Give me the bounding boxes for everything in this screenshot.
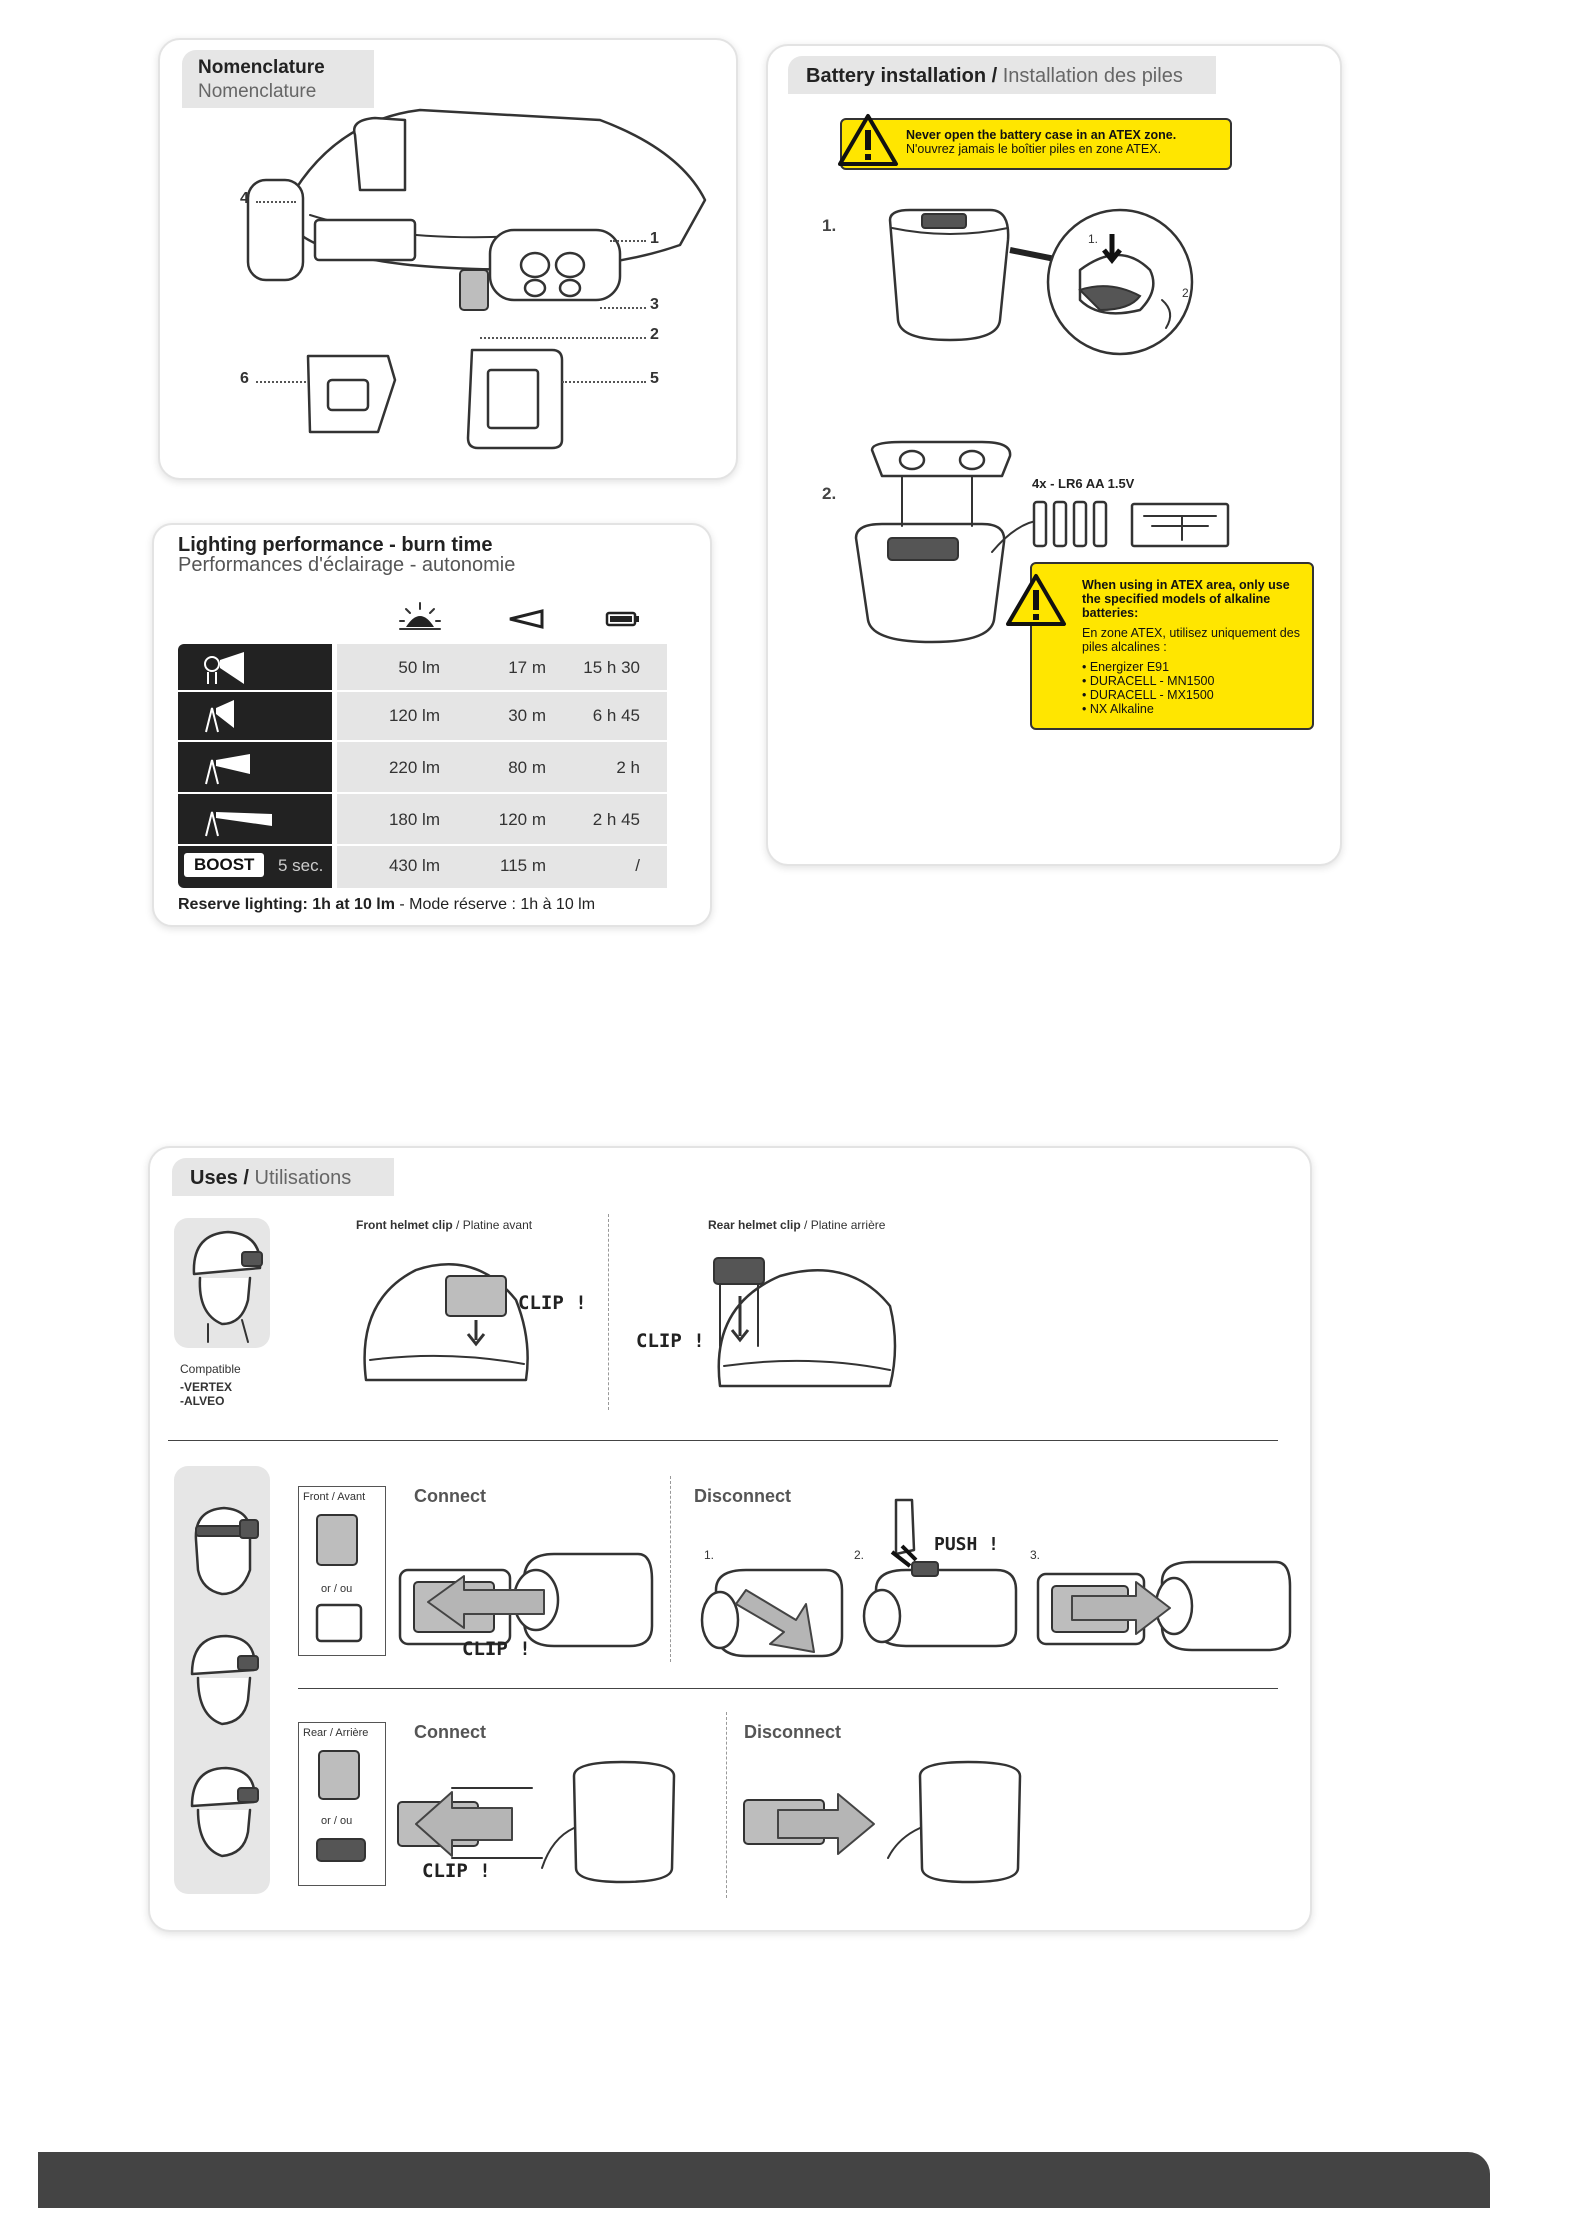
rear-mount-box <box>298 1722 386 1886</box>
warning2-text <box>1082 578 1304 716</box>
boost-lumens: 430 lm <box>388 856 440 875</box>
leader-2 <box>480 337 646 339</box>
battery-step-1: 1. <box>822 216 837 235</box>
inset-step-1: 1. <box>1088 232 1099 246</box>
leader-3 <box>600 307 646 309</box>
boost-duration: 5 sec. <box>278 856 324 875</box>
row3-lumens: 220 lm <box>388 758 440 777</box>
row2-distance: 30 m <box>508 706 546 725</box>
proximity-mode-icon <box>200 650 260 686</box>
nomenclature-panel <box>158 38 738 480</box>
row4-lumens: 180 lm <box>388 810 440 829</box>
front-helmet-clip-caption <box>356 1218 532 1232</box>
row1-time: 15 h 30 <box>583 658 640 677</box>
front-label-fr: / Avant <box>328 1491 366 1503</box>
rear-or-label: or / ou <box>321 1815 353 1827</box>
performance-title-en: Lighting performance - burn time <box>178 534 493 556</box>
compatible-label: Compatible <box>180 1362 241 1376</box>
warning-triangle-icon <box>836 112 900 168</box>
warning-triangle-icon <box>1004 572 1068 628</box>
reserve-note <box>178 896 595 914</box>
battery-model-4: • NX Alkaline <box>1082 702 1154 716</box>
uses-title-en: Uses / <box>190 1167 249 1189</box>
leader-4 <box>256 201 296 203</box>
leader-6 <box>256 381 306 383</box>
focus-mode-icon <box>200 802 280 838</box>
rear-mount-parts-icon <box>299 1723 385 1885</box>
connect-divider-rear <box>726 1712 727 1898</box>
label-6: 6 <box>240 370 249 387</box>
label-2: 2 <box>650 326 659 343</box>
compatible-alveo: -ALVEO <box>180 1394 225 1408</box>
row2-time: 6 h 45 <box>592 706 640 725</box>
footer-bar <box>38 2152 1490 2208</box>
leader-1 <box>610 240 646 242</box>
warning-atex-batteries <box>1030 562 1314 730</box>
leader-5 <box>562 381 646 383</box>
headlamp-illustration <box>160 40 736 478</box>
warning1-fr: N'ouvrez jamais le boîtier piles en zone ATEX. <box>906 142 1162 156</box>
clip-label-rear-helmet: CLIP ! <box>636 1330 705 1352</box>
row3-distance: 80 m <box>508 758 546 777</box>
front-mount-parts-icon <box>299 1487 385 1655</box>
uses-tab <box>172 1158 394 1196</box>
row4-time: 2 h 45 <box>592 810 640 829</box>
connect-divider-front <box>670 1476 671 1662</box>
warning2-fr: En zone ATEX, utilisez uniquement des piles alcalines : <box>1082 626 1300 654</box>
warning-atex-open-text <box>906 128 1176 156</box>
boost-time: / <box>635 856 640 875</box>
beam-icon <box>508 609 544 629</box>
nomenclature-title-fr: Nomenclature <box>198 81 317 102</box>
disconnect-step-1: 1. <box>704 1548 715 1562</box>
disconnect-step3-illustration <box>1032 1552 1292 1662</box>
sun-icon <box>400 603 440 633</box>
rear-helmet-clip-illustration <box>700 1236 900 1406</box>
head-front-icon <box>182 1500 262 1600</box>
label-1: 1 <box>650 230 659 247</box>
label-5: 5 <box>650 370 659 387</box>
disconnect-rear-heading: Disconnect <box>744 1722 842 1742</box>
front-mount-box <box>298 1486 386 1656</box>
disconnect-rear-illustration <box>738 1758 1038 1888</box>
disconnect-front-heading: Disconnect <box>694 1486 792 1506</box>
uses-title-fr: Utilisations <box>248 1167 352 1189</box>
front-helmet-en: Front helmet clip <box>356 1218 453 1232</box>
rear-label-fr: / Arrière <box>326 1727 369 1739</box>
row1-distance: 17 m <box>508 658 546 677</box>
head-front-helmet-icon <box>182 1630 262 1730</box>
disconnect-step1-illustration <box>696 1560 846 1670</box>
reserve-note-rest: - Mode réserve : 1h à 10 lm <box>394 896 596 913</box>
front-or-label: or / ou <box>321 1583 353 1595</box>
head-rear-icon <box>182 1762 262 1862</box>
clip-label-front-helmet: CLIP ! <box>518 1292 587 1314</box>
disconnect-step-2: 2. <box>854 1548 865 1562</box>
row3-time: 2 h <box>616 758 640 777</box>
boost-distance: 115 m <box>500 856 546 875</box>
rear-helmet-fr: / Platine arrière <box>800 1218 886 1232</box>
battery-model-3: • DURACELL - MX1500 <box>1082 688 1214 702</box>
battery-model-1: • Energizer E91 <box>1082 660 1170 674</box>
push-label: PUSH ! <box>934 1534 1000 1555</box>
uses-divider-1 <box>168 1440 1278 1441</box>
clip-label-rear-connect: CLIP ! <box>422 1860 491 1882</box>
helmet-divider <box>608 1214 609 1410</box>
connect-front-heading: Connect <box>414 1486 486 1506</box>
distance-mode-icon <box>200 750 260 786</box>
movement-mode-icon <box>200 698 260 734</box>
rear-helmet-clip-caption <box>708 1218 885 1232</box>
row1-lumens: 50 lm <box>398 658 440 677</box>
battery-title-en: Battery installation / <box>806 65 998 87</box>
nomenclature-title-en: Nomenclature <box>198 57 325 78</box>
connect-rear-heading: Connect <box>414 1722 486 1742</box>
row2-lumens: 120 lm <box>388 706 440 725</box>
clip-label-front-connect: CLIP ! <box>462 1638 531 1660</box>
label-3: 3 <box>650 296 659 313</box>
compatible-vertex: -VERTEX <box>180 1380 233 1394</box>
rear-helmet-en: Rear helmet clip <box>708 1218 801 1232</box>
front-label-en: Front <box>303 1491 329 1503</box>
front-helmet-fr: / Platine avant <box>452 1218 533 1232</box>
inset-step-2: 2. <box>1182 286 1193 300</box>
label-4: 4 <box>240 190 249 207</box>
battery-icon <box>606 611 640 627</box>
battery-tab <box>788 56 1216 94</box>
disconnect-step2-illustration <box>856 1500 1026 1650</box>
battery-title-fr: Installation des piles <box>997 65 1183 87</box>
performance-title <box>178 535 515 575</box>
warning2-en: When using in ATEX area, only use the specified models of alkaline batteries: <box>1082 578 1290 620</box>
performance-title-fr: Performances d'éclairage - autonomie <box>178 554 516 576</box>
disconnect-step-3: 3. <box>1030 1548 1041 1562</box>
head-with-helmet-icon <box>178 1224 268 1344</box>
aa-batteries-icon <box>1032 496 1232 552</box>
rear-label-en: Rear <box>303 1727 327 1739</box>
uses-divider-2 <box>298 1688 1278 1689</box>
row4-distance: 120 m <box>498 810 546 829</box>
boost-badge: BOOST <box>184 853 264 877</box>
reserve-note-bold: Reserve lighting: 1h at 10 lm <box>178 896 395 913</box>
front-helmet-clip-illustration <box>356 1240 536 1400</box>
battery-model-2: • DURACELL - MN1500 <box>1082 674 1215 688</box>
warning1-en: Never open the battery case in an ATEX zone. <box>906 128 1177 142</box>
battery-spec: 4x - LR6 AA 1.5V <box>1032 476 1135 491</box>
battery-step-2: 2. <box>822 484 837 503</box>
